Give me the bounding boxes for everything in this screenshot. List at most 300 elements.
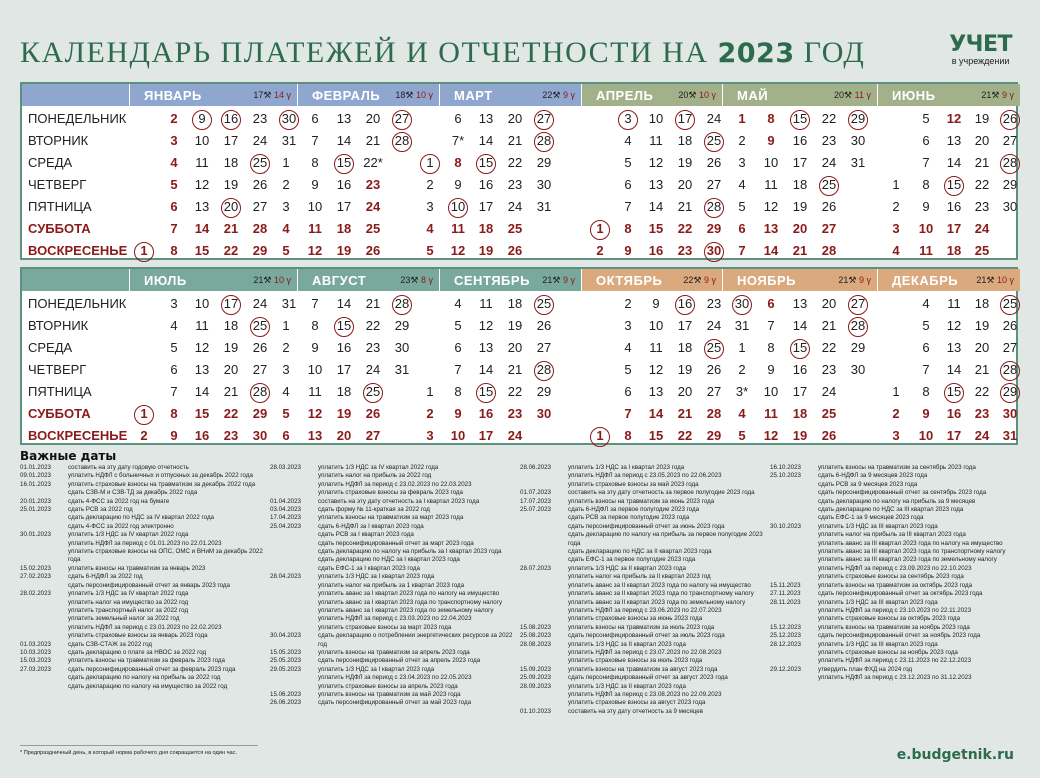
calendar-day: 15: [788, 337, 812, 359]
calendar-day: 8: [767, 340, 775, 355]
calendar-day: 23: [507, 177, 523, 192]
calendar-day: 24: [365, 199, 381, 214]
task: уплатить аванс за II квартал 2023 года по налогу на имущество: [568, 581, 751, 589]
calendar-day: 4: [282, 384, 290, 399]
date: 28.12.2023: [770, 640, 801, 648]
date: [268, 472, 318, 480]
calendar-day: 9: [170, 428, 178, 443]
month-stats: 21⚒ 10 γ: [253, 274, 291, 285]
task: сдать персонифицированный отчет за апрель 2023 года: [318, 657, 481, 665]
calendar-day: 17: [219, 293, 243, 315]
task: сдать форму № 11-краткая за 2022 год: [318, 506, 430, 514]
calendar-day: 7*: [451, 133, 465, 148]
calendar-day: 26: [536, 318, 552, 333]
date: [768, 506, 818, 514]
calendar-day: 15: [332, 152, 356, 174]
calendar-day: 24: [252, 133, 268, 148]
calendar-day: 23: [365, 340, 381, 355]
date: [518, 514, 568, 522]
hammer-icon: ⚒: [552, 89, 561, 100]
calendar-day: 22: [365, 318, 381, 333]
calendar-day: 21: [677, 406, 693, 421]
task: сдать декларацию по налогу на прибыль за 9 месяцев: [818, 497, 976, 505]
calendar-day: 7: [311, 296, 319, 311]
calendar-day: 21: [223, 221, 239, 236]
calendar-day: 14: [478, 133, 494, 148]
calendar-day: 11: [308, 384, 322, 399]
header-corner: [22, 269, 129, 291]
calendar-day: 16: [648, 243, 664, 258]
month-stats: 20⚒ 11 γ: [834, 89, 871, 100]
month-name: НОЯБРЬ: [737, 272, 797, 288]
important-date-row: [268, 506, 516, 514]
calendar-day: 17: [946, 428, 962, 443]
month-name: ДЕКАБРЬ: [892, 272, 959, 288]
task: сдать персонифицированный отчет за июль 2023 года: [568, 632, 725, 640]
calendar-day: 26: [821, 428, 837, 443]
date: 27.03.2023: [20, 665, 51, 673]
date: [768, 481, 818, 489]
calendar-day: 6: [767, 296, 775, 311]
important-date-row: [518, 565, 766, 573]
calendar-day: 19: [677, 362, 693, 377]
calendar-day: 21: [365, 133, 381, 148]
calendar-day: 20: [974, 340, 990, 355]
calendar-day: 28: [390, 293, 414, 315]
task: уплатить взносы на травматизм за октябрь 2023 года: [818, 581, 973, 589]
date: 15.11.2023: [770, 581, 801, 589]
task: уплатить НДФЛ за период с 23.05.2023 по 22.06.2023: [568, 472, 722, 480]
calendar-day: 30: [1002, 199, 1018, 214]
calendar-day: 2: [170, 111, 178, 126]
calendar-day: 5: [922, 318, 930, 333]
calendar-day: 5: [624, 155, 632, 170]
task: составить на эту дату годовую отчетность: [68, 464, 189, 471]
calendar-day: 12: [648, 362, 664, 377]
task: сдать РСВ за первое полугодие 2023 года: [568, 514, 690, 522]
weekday-label: СРЕДА: [28, 340, 73, 355]
calendar-day: 22: [821, 111, 837, 126]
date: [768, 540, 818, 548]
date: 25.10.2023: [770, 472, 801, 480]
month-header-5: [722, 84, 877, 106]
task: уплатить взносы на травматизм за март 2023 года: [318, 514, 464, 522]
glass-icon: γ: [863, 89, 871, 100]
calendar-day: 17: [792, 155, 808, 170]
task: сдать персонифицированный отчет за август 2023 года: [568, 674, 728, 682]
calendar-day: 8: [311, 318, 319, 333]
important-date-row: [268, 624, 516, 632]
calendar-day: 4: [892, 243, 900, 258]
calendar-day: 4: [170, 155, 178, 170]
calendar-day: 10: [307, 199, 323, 214]
task: уплатить страховые взносы за июль 2023 года: [568, 657, 703, 665]
month-stats: 18⚒ 10 γ: [395, 89, 433, 100]
calendar-day: 3: [892, 428, 900, 443]
date: 15.09.2023: [520, 665, 551, 673]
month-stats: 21⚒ 9 γ: [838, 274, 871, 285]
important-date-row: [768, 481, 1018, 489]
calendar-day: 4: [426, 221, 434, 236]
calendar-day: 26: [252, 340, 268, 355]
date: [768, 649, 818, 657]
calendar-day: 25: [817, 174, 841, 196]
important-date-row: [768, 666, 1018, 674]
date: 28.09.2023: [520, 682, 551, 690]
date: [768, 514, 818, 522]
important-date-row: [768, 548, 1018, 556]
calendar-day: 18: [792, 177, 808, 192]
calendar-day: 15: [194, 243, 210, 258]
weekday-label: ЧЕТВЕРГ: [28, 177, 87, 192]
calendar-day: 29: [998, 381, 1022, 403]
calendar-day: 20: [223, 362, 239, 377]
calendar-day: 9: [624, 243, 632, 258]
date: [268, 540, 318, 548]
important-date-row: [768, 641, 1018, 649]
calendar-day: 28: [998, 359, 1022, 381]
weekday-label: ПОНЕДЕЛЬНИК: [28, 111, 127, 126]
date: [268, 599, 318, 607]
calendar-day: 9: [311, 340, 319, 355]
calendar-day: 31: [281, 296, 297, 311]
task: уплатить страховые взносы за август 2023 года: [568, 699, 706, 707]
calendar-day: 4: [624, 133, 632, 148]
calendar-day: 9: [454, 177, 462, 192]
month-stats: 22⚒ 9 γ: [542, 89, 575, 100]
calendar-day: 19: [478, 243, 494, 258]
calendar-day: 28: [821, 243, 837, 258]
calendar-day: 20: [365, 111, 381, 126]
date: [18, 615, 68, 623]
date: 01.03.2023: [20, 640, 51, 648]
month-header-8: [297, 269, 439, 291]
important-date-row: [518, 582, 766, 590]
calendar-day: 27: [252, 199, 268, 214]
weekday-label: СРЕДА: [28, 155, 73, 170]
hammer-icon: ⚒: [263, 274, 272, 285]
task: уплатить взносы на травматизм за май 2023 года: [318, 690, 461, 698]
task: уплатить страховые взносы за июнь 2023 года: [568, 615, 703, 623]
date: 01.04.2023: [270, 497, 301, 505]
date: [518, 691, 568, 699]
important-date-row: [518, 691, 766, 699]
task: сдать РСВ за 9 месяцев 2023 года: [818, 480, 918, 488]
calendar-day: 6: [922, 133, 930, 148]
important-date-row: [18, 464, 266, 472]
task: уплатить аванс за II квартал 2023 года по транспортному налогу: [568, 590, 754, 598]
task: уплатить аванс за III квартал 2023 года по земельному налогу: [818, 556, 997, 564]
calendar-day: 14: [194, 384, 210, 399]
calendar-day: 3*: [735, 384, 749, 399]
calendar-day: 11: [764, 177, 778, 192]
month-stats: 21⚒ 9 γ: [981, 89, 1014, 100]
calendar-day: 3: [426, 199, 434, 214]
date: [18, 489, 68, 497]
task: сдать ЕФС-1 за 9 месяцев 2023 года: [818, 514, 924, 522]
date: [768, 489, 818, 497]
date: [518, 573, 568, 581]
calendar-first-half: [20, 82, 1018, 260]
calendar-day: 2: [426, 406, 434, 421]
calendar-day: 13: [946, 133, 962, 148]
calendar-day: 1: [738, 340, 746, 355]
date: 30.01.2023: [20, 531, 51, 539]
date: 28.02.2023: [20, 590, 51, 598]
important-date-row: [518, 683, 766, 691]
date: 15.12.2023: [770, 623, 801, 631]
header: [0, 0, 1040, 80]
calendar-day: 15: [194, 406, 210, 421]
calendar-day: 20: [336, 428, 352, 443]
important-date-row: [768, 657, 1018, 665]
task: сдать СЗВ-М и СЗВ-ТД за декабрь 2022 года: [68, 489, 198, 497]
important-date-row: [268, 481, 516, 489]
calendar-day: 21: [792, 243, 808, 258]
calendar-day: 2: [140, 428, 148, 443]
important-date-row: [768, 573, 1018, 581]
task: сдать РСВ за 2022 год: [68, 506, 133, 514]
calendar-day: 3: [738, 155, 746, 170]
calendar-day: 21: [507, 133, 523, 148]
calendar-day: 24: [507, 428, 523, 443]
calendar-day: 10: [918, 428, 934, 443]
calendar-day: 26: [365, 243, 381, 258]
month-header-11: [722, 269, 877, 291]
calendar-day: 4: [454, 296, 462, 311]
important-date-row: [18, 582, 266, 590]
calendar-day: 30: [394, 340, 410, 355]
date: 25.12.2023: [770, 632, 801, 640]
calendar-day: 5: [738, 428, 746, 443]
important-date-row: [18, 472, 266, 480]
calendar-day: 19: [792, 199, 808, 214]
calendar-day: 22: [507, 155, 523, 170]
date: [768, 498, 818, 506]
month-header-12: [877, 269, 1020, 291]
calendar-day: 16: [219, 108, 243, 130]
calendar-day: 29: [536, 384, 552, 399]
date: [768, 531, 818, 539]
calendar-day: 10: [763, 384, 779, 399]
task: уплатить аванс за II квартал 2023 года по земельному налогу: [568, 598, 746, 606]
important-date-row: [768, 565, 1018, 573]
important-date-row: [518, 523, 766, 531]
task: сдать персонифицированный отчет за январь 2023 года: [68, 581, 230, 589]
date: [18, 632, 68, 640]
calendar-day: 25: [702, 130, 726, 152]
task: уплатить налог на прибыль за 2022 год: [318, 472, 432, 480]
calendar-day: 8: [922, 384, 930, 399]
calendar-day: 27: [706, 177, 722, 192]
task: сдать 4-ФСС за 2022 год на бумаге: [68, 497, 170, 505]
task: уплатить НДФЛ за период с 23.12.2023 по 31.12.2023: [818, 674, 972, 682]
month-header-10: [581, 269, 722, 291]
important-dates-column: [18, 464, 266, 691]
task: уплатить взносы на травматизм за апрель 2023 года: [318, 648, 470, 656]
date: 25.01.2023: [20, 506, 51, 514]
calendar-day: 1: [892, 177, 900, 192]
calendar-day: 4: [738, 177, 746, 192]
date: 01.10.2023: [520, 707, 551, 715]
calendar-day: 19: [336, 243, 352, 258]
task: сдать персонифицированный отчет за февраль 2023 года: [68, 665, 236, 673]
calendar-day: 18: [336, 221, 352, 236]
calendar-day: 2: [596, 243, 604, 258]
calendar-day: 20: [677, 177, 693, 192]
important-date-row: [768, 590, 1018, 598]
important-date-row: [768, 674, 1018, 682]
calendar-day: 18: [677, 133, 693, 148]
calendar-day: 18: [946, 243, 962, 258]
calendar-day: 21: [821, 318, 837, 333]
task: сдать персонифицированный отчет за июнь 2023 года: [568, 522, 725, 530]
date: [518, 699, 568, 707]
calendar-day: 1: [738, 111, 746, 126]
calendar-day: 2: [738, 133, 746, 148]
important-date-row: [268, 590, 516, 598]
important-date-row: [268, 683, 516, 691]
task: уплатить НДФЛ за период с 23.07.2023 по 22.08.2023: [568, 648, 722, 656]
calendar-day: 22: [507, 384, 523, 399]
calendar-day: 25: [365, 221, 381, 236]
calendar-day: 20: [974, 133, 990, 148]
calendar-day: 21: [974, 362, 990, 377]
date: [18, 514, 68, 522]
date: [518, 615, 568, 623]
important-date-row: [518, 607, 766, 615]
calendar-day: 24: [252, 296, 268, 311]
important-date-row: [268, 464, 516, 472]
date: 15.06.2023: [270, 690, 301, 698]
calendar-day: 31: [850, 155, 866, 170]
calendar-day: 18: [792, 406, 808, 421]
calendar-day: 6: [170, 362, 178, 377]
date: 25.09.2023: [520, 674, 551, 682]
calendar-day: 12: [307, 406, 323, 421]
important-date-row: [268, 699, 516, 707]
calendar-day: 26: [998, 108, 1022, 130]
important-date-row: [268, 632, 516, 649]
calendar-day: 27: [1002, 133, 1018, 148]
date: 25.07.2023: [520, 506, 551, 514]
calendar-day: 9: [922, 199, 930, 214]
calendar-day: 15: [474, 381, 498, 403]
calendar-day: 14: [336, 296, 352, 311]
glass-icon: γ: [567, 274, 575, 285]
calendar-day: 14: [194, 221, 210, 236]
calendar-day: 1: [132, 403, 156, 425]
calendar-day: 12: [450, 243, 466, 258]
task: сдать декларацию по НДС за I квартал 2023 года: [318, 556, 460, 564]
calendar-day: 28: [706, 406, 722, 421]
site-link[interactable]: e.budgetnik.ru: [896, 747, 1014, 763]
calendar-day: 7: [170, 221, 178, 236]
calendar-day: 23: [507, 406, 523, 421]
important-date-row: [268, 565, 516, 573]
task: сдать ЕФС-1 за первое полугодие 2023 года: [568, 556, 696, 564]
task: уплатить 1/3 НДС за IV квартал 2022 года: [68, 531, 189, 539]
calendar-day: 28: [532, 130, 556, 152]
date: 09.01.2023: [20, 472, 51, 480]
calendar-day: 31: [734, 318, 750, 333]
important-date-row: [768, 540, 1018, 548]
important-date-row: [518, 599, 766, 607]
calendar-day: 20: [821, 296, 837, 311]
important-date-row: [518, 649, 766, 657]
calendar-day: 13: [478, 340, 494, 355]
important-date-row: [518, 481, 766, 489]
hammer-icon: ⚒: [410, 274, 419, 285]
date: [268, 565, 318, 573]
calendar-day: 12: [763, 199, 779, 214]
calendar-day: 13: [648, 384, 664, 399]
logo: [949, 34, 1012, 67]
task: сдать декларацию по налогу на прибыль за первое полугодие 2023 года: [568, 531, 763, 547]
calendar-day: 8: [624, 221, 632, 236]
calendar-day: 11: [649, 133, 663, 148]
glass-icon: γ: [863, 274, 871, 285]
hammer-icon: ⚒: [552, 274, 561, 285]
calendar-day: 17: [223, 133, 239, 148]
glass-icon: γ: [425, 274, 433, 285]
calendar-day: 2: [426, 177, 434, 192]
month-stats: 21⚒ 10 γ: [976, 274, 1014, 285]
task: сдать 4-ФСС за 2022 год электронно: [68, 522, 174, 530]
calendar-day: 30: [252, 428, 268, 443]
important-date-row: [268, 674, 516, 682]
date: 28.04.2023: [270, 573, 301, 581]
month-stats: 17⚒ 14 γ: [253, 89, 291, 100]
calendar-day: 16: [194, 428, 210, 443]
glass-icon: γ: [1006, 274, 1014, 285]
date: 10.03.2023: [20, 648, 51, 656]
task: уплатить страховые взносы за сентябрь 2023 года: [818, 573, 964, 581]
month-name: МАРТ: [454, 87, 493, 103]
calendar-day: 4: [282, 221, 290, 236]
task: уплатить взносы на травматизм за сентябрь 2023 года: [818, 464, 976, 471]
calendar-day: 30: [702, 240, 726, 262]
calendar-day: 18: [336, 384, 352, 399]
important-date-row: [518, 657, 766, 665]
important-date-row: [18, 523, 266, 531]
footnote-divider: [20, 745, 258, 746]
calendar-day: 17: [478, 428, 494, 443]
task: сдать ЕФС-1 за I квартал 2023 года: [318, 564, 420, 572]
calendar-day: 20: [507, 340, 523, 355]
date: [518, 657, 568, 665]
calendar-day: 24: [974, 221, 990, 236]
important-date-row: [268, 573, 516, 581]
calendar-day: 8: [170, 243, 178, 258]
task: сдать персонифицированный отчет за ноябрь 2023 года: [818, 632, 981, 640]
calendar-day: 23: [223, 428, 239, 443]
calendar-day: 25: [998, 293, 1022, 315]
calendar-day: 12: [307, 243, 323, 258]
important-date-row: [768, 649, 1018, 657]
calendar-day: 28: [248, 381, 272, 403]
important-date-row: [518, 590, 766, 598]
calendar-day: 1: [132, 240, 156, 262]
calendar-day: 22: [821, 340, 837, 355]
date: [268, 674, 318, 682]
calendar-day: 8: [624, 428, 632, 443]
calendar-day: 11: [479, 296, 493, 311]
calendar-day: 25: [507, 221, 523, 236]
calendar-day: 12: [194, 177, 210, 192]
date: 29.12.2023: [770, 665, 801, 673]
calendar-day: 6: [624, 177, 632, 192]
